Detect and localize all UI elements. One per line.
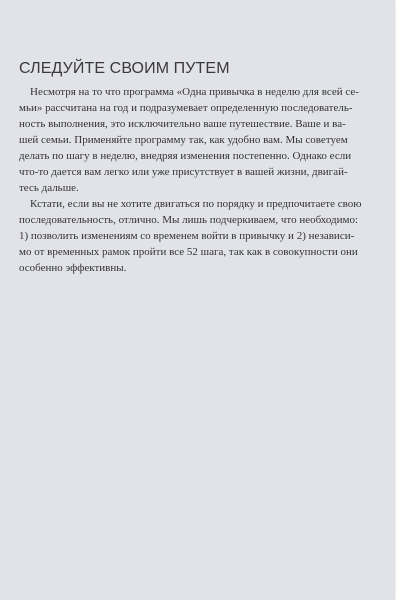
text-line: делать по шагу в неделю, внедряя изменения постепенно. Однако если [19,150,352,162]
text-line: шей семьи. Применяйте программу так, как удобно вам. Мы советуем [19,134,348,146]
text-line: мьи» рассчитана на год и подразумевает определенную последователь- [19,102,353,114]
section-heading: СЛЕДУЙТЕ СВОИМ ПУТЕМ [19,60,230,77]
text-line: мо от временных рамок пройти все 52 шага, так как в совокупности они [19,246,358,258]
text-line: Кстати, если вы не хотите двигаться по порядку и предпочитаете свою [30,198,362,210]
text-line: особенно эффективны. [19,262,127,274]
paragraph-1 [19,84,377,196]
paragraph-2 [19,196,377,276]
text-line: Несмотря на то что программа «Одна привычка в неделю для всей се- [30,86,359,98]
text-line: последовательность, отлично. Мы лишь подчеркиваем, что необходимо: [19,214,359,226]
body-text [19,84,377,276]
text-line: 1) позволить изменениям со временем войти в привычку и 2) независи- [19,230,355,242]
text-line: тесь дальше. [19,182,79,194]
text-line: ность выполнения, это исключительно ваше путешествие. Ваше и ва- [19,118,346,130]
text-line: что-то дается вам легко или уже присутствует в вашей жизни, двигай- [19,166,348,178]
